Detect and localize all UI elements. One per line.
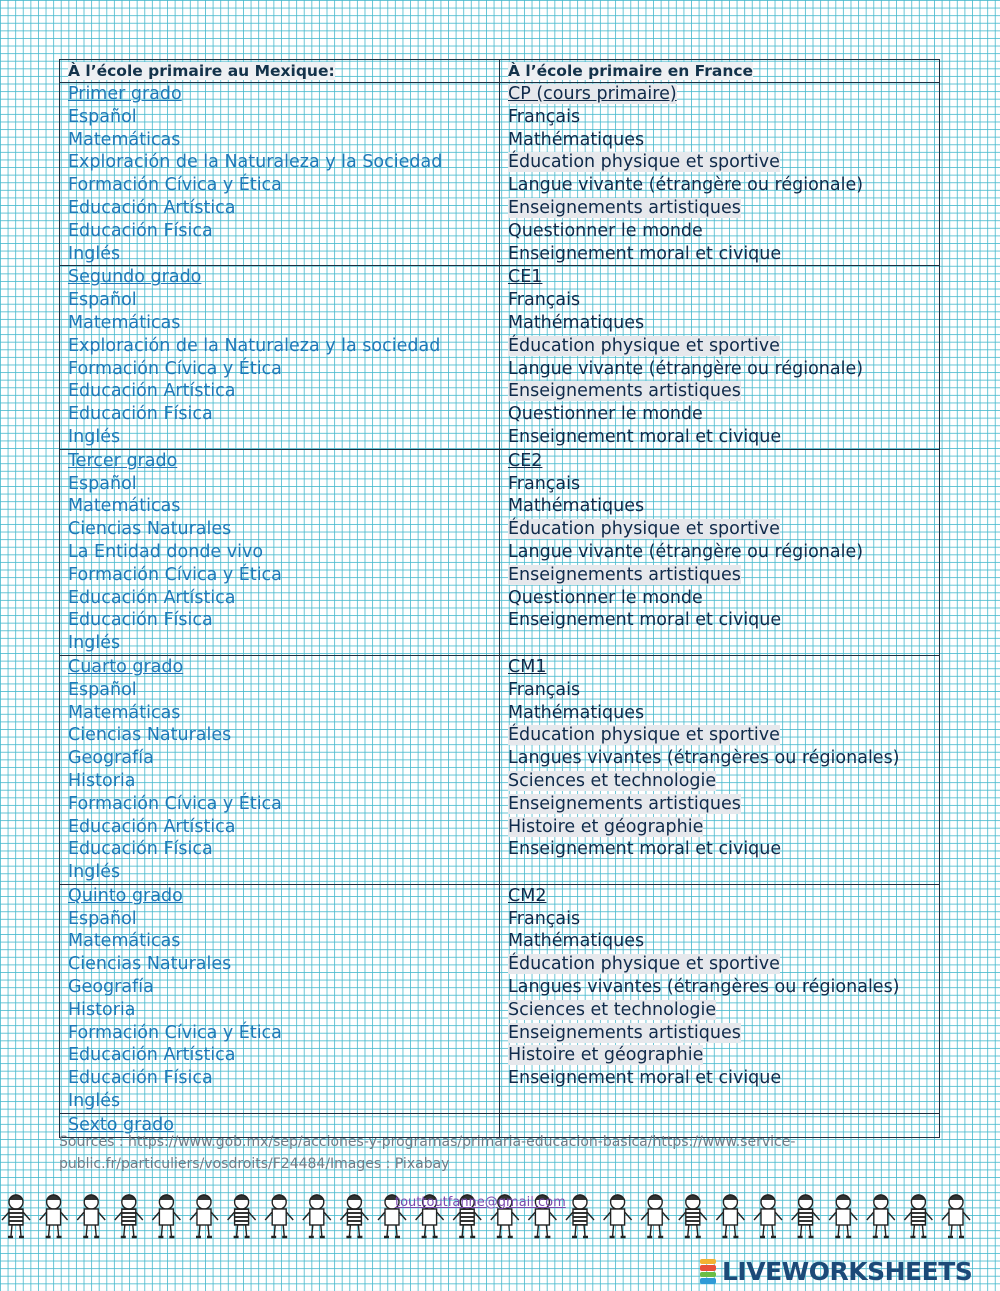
subject-item: Sciences et technologie — [508, 770, 717, 791]
france-cell — [500, 655, 940, 884]
subject-item: Exploración de la Naturaleza y la Sociedad — [68, 152, 443, 173]
sources-note: Sources : https://www.gob.mx/sep/acciones-y-programas/primaria-educacion-basica/https://www.service-public.fr/particuliers/vosdroits/F24484/Images : Pixabay — [59, 1134, 796, 1172]
subject-item: Español — [68, 679, 137, 700]
level-title: CE2 — [508, 450, 543, 471]
subject-item: Educación Artística — [68, 587, 236, 608]
subject-item: Mathématiques — [508, 129, 645, 150]
grade-title: Cuarto grado — [68, 656, 184, 677]
subject-item: Formación Cívica y Ética — [68, 1022, 282, 1043]
subject-item: Langues vivantes (étrangères ou régionales) — [508, 748, 900, 769]
subject-item: Enseignement moral et civique — [508, 426, 782, 447]
subject-item: Matemáticas — [68, 312, 181, 333]
subject-item: Español — [68, 473, 137, 494]
subject-item: Éducation physique et sportive — [508, 152, 780, 173]
subject-item: Ciencias Naturales — [68, 519, 232, 540]
header-france-label: À l’école primaire en France — [508, 62, 754, 80]
grade-title: Quinto grado — [68, 885, 183, 906]
logo-stripe — [700, 1278, 716, 1284]
subject-item: Español — [68, 908, 137, 929]
child-figure — [2, 1195, 30, 1237]
subject-item: Enseignement moral et civique — [508, 839, 782, 860]
subject-item: Mathématiques — [508, 496, 645, 517]
subject-item: Educación Física — [68, 610, 213, 631]
subject-item: Éducation physique et sportive — [508, 519, 780, 540]
subject-item: Enseignement moral et civique — [508, 1068, 782, 1089]
subject-item: Français — [508, 679, 581, 700]
subject-item: Inglés — [68, 1091, 121, 1112]
subject-item: Français — [508, 106, 581, 127]
child-figure — [716, 1195, 744, 1237]
subject-item: Matemáticas — [68, 702, 181, 723]
subject-item: Sciences et technologie — [508, 999, 717, 1020]
subject-item: Éducation physique et sportive — [508, 725, 780, 746]
email-link[interactable]: touttoutfanne@gmail.com — [395, 1195, 566, 1210]
france-cell — [500, 884, 940, 1113]
subject-item: Educación Artística — [68, 1045, 236, 1066]
grade-row — [60, 83, 940, 266]
subject-item: Educación Artística — [68, 381, 236, 402]
mexico-cell — [60, 266, 500, 449]
mexico-cell — [60, 884, 500, 1113]
child-figure — [190, 1195, 218, 1237]
subject-item: Enseignements artistiques — [508, 793, 741, 814]
subject-item: Mathématiques — [508, 312, 645, 333]
logo-stripe — [700, 1272, 716, 1278]
subject-item: Geografía — [68, 748, 154, 769]
subject-item: Educación Física — [68, 220, 213, 241]
subject-item: Español — [68, 290, 137, 311]
comparison-table — [59, 59, 940, 1138]
child-figure — [754, 1195, 782, 1237]
subject-item: Enseignements artistiques — [508, 1022, 741, 1043]
mexico-cell — [60, 655, 500, 884]
child-figure — [303, 1195, 331, 1237]
header-mexico-label: À l’école primaire au Mexique: — [68, 62, 335, 80]
subject-item: Mathématiques — [508, 931, 645, 952]
logo-stripe — [700, 1259, 716, 1265]
child-figure — [829, 1195, 857, 1237]
france-cell — [500, 266, 940, 449]
subject-item: Inglés — [68, 243, 121, 264]
subject-item: Educación Artística — [68, 816, 236, 837]
subject-item: Formación Cívica y Ética — [68, 564, 282, 585]
subject-item: Histoire et géographie — [508, 1045, 704, 1066]
liveworksheets-logo — [700, 1256, 972, 1286]
subject-item: Français — [508, 473, 581, 494]
header-row — [60, 60, 940, 83]
subject-item: Ciencias Naturales — [68, 954, 232, 975]
grade-row — [60, 266, 940, 449]
subject-item: Enseignement moral et civique — [508, 610, 782, 631]
subject-item: Educación Física — [68, 1068, 213, 1089]
level-title: CP (cours primaire) — [508, 84, 677, 104]
child-figure — [77, 1195, 105, 1237]
child-figure — [566, 1195, 594, 1237]
subject-item: Historia — [68, 999, 136, 1020]
child-figure — [152, 1195, 180, 1237]
child-figure — [340, 1195, 368, 1237]
subject-item: Matemáticas — [68, 496, 181, 517]
level-title: CE1 — [508, 267, 543, 288]
subject-item: Formación Cívica y Ética — [68, 793, 282, 814]
subject-item: Questionner le monde — [508, 220, 703, 241]
subject-item: Questionner le monde — [508, 404, 703, 425]
subject-item: Langues vivantes (étrangères ou régionales) — [508, 977, 900, 998]
grade-row — [60, 449, 940, 655]
child-figure — [679, 1195, 707, 1237]
child-figure — [265, 1195, 293, 1237]
child-figure — [604, 1195, 632, 1237]
subject-item: La Entidad donde vivo — [68, 541, 264, 562]
header-mexico — [60, 60, 500, 83]
child-figure — [641, 1195, 669, 1237]
logo-text: LIVEWORKSHEETS — [722, 1256, 973, 1286]
child-figure — [904, 1195, 932, 1237]
subject-item: Matemáticas — [68, 931, 181, 952]
child-figure — [942, 1195, 970, 1237]
subject-item: Geografía — [68, 977, 154, 998]
level-title: CM1 — [508, 656, 547, 677]
subject-item: Français — [508, 290, 581, 311]
subject-item: Histoire et géographie — [508, 816, 704, 837]
subject-item: Enseignements artistiques — [508, 381, 741, 402]
level-title: CM2 — [508, 885, 547, 906]
subject-item: Ciencias Naturales — [68, 725, 232, 746]
mexico-cell — [60, 83, 500, 266]
header-france — [500, 60, 940, 83]
subject-item: Matemáticas — [68, 129, 181, 150]
logo-stripe — [700, 1265, 716, 1271]
subject-item: Formación Cívica y Ética — [68, 358, 282, 379]
subject-item: Langue vivante (étrangère ou régionale) — [508, 175, 864, 196]
child-figure — [115, 1195, 143, 1237]
subject-item: Langue vivante (étrangère ou régionale) — [508, 358, 864, 379]
subject-item: Enseignements artistiques — [508, 197, 741, 218]
subject-item: Exploración de la Naturaleza y la sociedad — [68, 335, 441, 356]
grade-title: Segundo grado — [68, 267, 202, 288]
logo-icon — [700, 1258, 716, 1284]
grade-title: Sexto grado — [68, 1114, 174, 1135]
subject-item: Español — [68, 106, 137, 127]
france-cell — [500, 83, 940, 266]
grade-row — [60, 655, 940, 884]
subject-item: Inglés — [68, 426, 121, 447]
france-cell — [500, 449, 940, 655]
subject-item: Éducation physique et sportive — [508, 335, 780, 356]
subject-item: Historia — [68, 770, 136, 791]
mexico-cell — [60, 449, 500, 655]
child-figure — [40, 1195, 68, 1237]
child-figure — [867, 1195, 895, 1237]
grade-row — [60, 884, 940, 1113]
subject-item: Enseignements artistiques — [508, 564, 741, 585]
subject-item: Questionner le monde — [508, 587, 703, 608]
subject-item: Educación Artística — [68, 197, 236, 218]
subject-item: Mathématiques — [508, 702, 645, 723]
child-figure — [228, 1195, 256, 1237]
subject-item: Enseignement moral et civique — [508, 243, 782, 264]
grade-title: Tercer grado — [68, 450, 178, 471]
subject-item: Inglés — [68, 633, 121, 654]
subject-item: Educación Física — [68, 839, 213, 860]
subject-item: Français — [508, 908, 581, 929]
subject-item: Educación Física — [68, 404, 213, 425]
subject-item: Inglés — [68, 862, 121, 883]
subject-item: Formación Cívica y Ética — [68, 175, 282, 196]
subject-item: Éducation physique et sportive — [508, 954, 780, 975]
grade-title: Primer grado — [68, 84, 182, 104]
child-figure — [792, 1195, 820, 1237]
subject-item: Langue vivante (étrangère ou régionale) — [508, 541, 864, 562]
